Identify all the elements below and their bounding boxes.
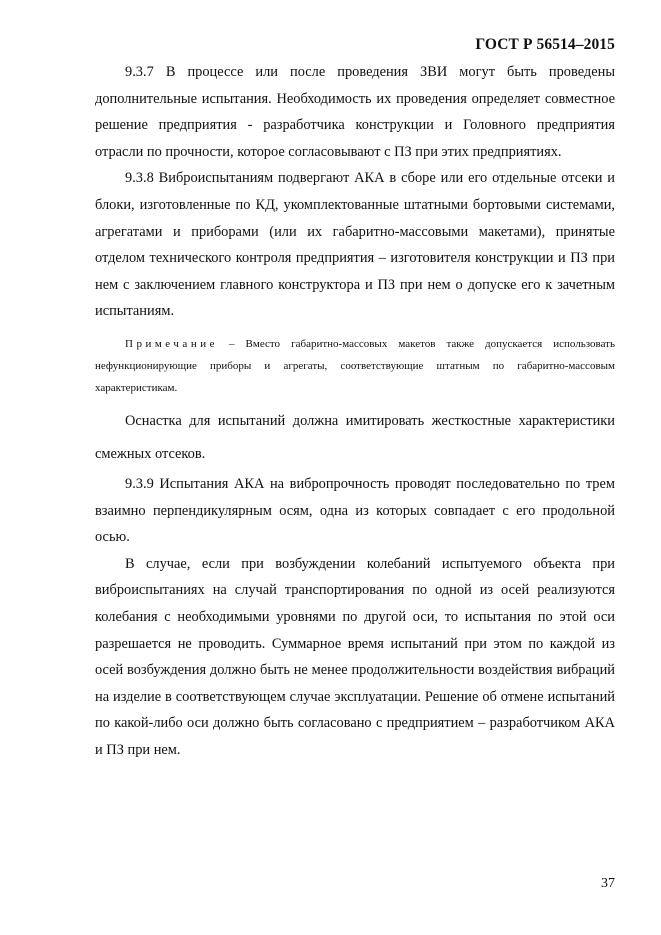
note-text: – Вместо габаритно-массовых макетов также допускается использовать нефункционирующие приборы и агрегаты, соответствующие штатным по габаритно-массовым характеристикам. <box>95 337 615 394</box>
paragraph-9-3-8: 9.3.8 Виброиспытаниям подвергают АКА в сборе или его отдельные отсеки и блоки, изготовленные по КД, укомплектованные штатными бортовыми системами, агрегатами и приборами (или их габаритно-массовыми макетами), принятые отделом технического контроля предприятия – изготовителя конструкции и ПЗ при нем с заключением главного конструктора и ПЗ при нем о допуске его к зачетным испытаниям. <box>95 170 615 320</box>
page-number: 37 <box>601 876 615 891</box>
standard-header: ГОСТ Р 56514–2015 <box>475 36 615 53</box>
document-body <box>95 59 615 763</box>
note-label: Примечание <box>125 337 218 350</box>
paragraph-9-3-9: 9.3.9 Испытания АКА на вибропрочность проводят последовательно по трем взаимно перпендикулярным осям, одна из которых совпадает с его продольной осью. <box>95 475 615 546</box>
paragraph-9-3-7: 9.3.7 В процессе или после проведения ЗВИ могут быть проведены дополнительные испытания. Необходимость их проведения определяет совместное решение предприятия - разработчика конструкции и Головного предприятия отрасли по прочности, которое согласовывают с ПЗ при этих предприятиях. <box>95 64 615 160</box>
paragraph-case: В случае, если при возбуждении колебаний испытуемого объекта при виброиспытаниях на случай транспортирования по одной из осей реализуются колебания с необходимыми уровнями по другой оси, то испытания по этой оси разрешается не проводить. Суммарное время испытаний при этом по каждой из осей возбуждения должно быть не менее продолжительности воздействия вибраций на изделие в соответствующем случае эксплуатации. Решение об отмене испытаний по какой-либо оси должно быть согласовано с предприятием – разработчиком АКА и ПЗ при нем. <box>95 555 615 758</box>
note <box>95 333 615 399</box>
paragraph-tooling: Оснастка для испытаний должна имитировать жесткостные характеристики смежных отсеков. <box>95 412 615 462</box>
